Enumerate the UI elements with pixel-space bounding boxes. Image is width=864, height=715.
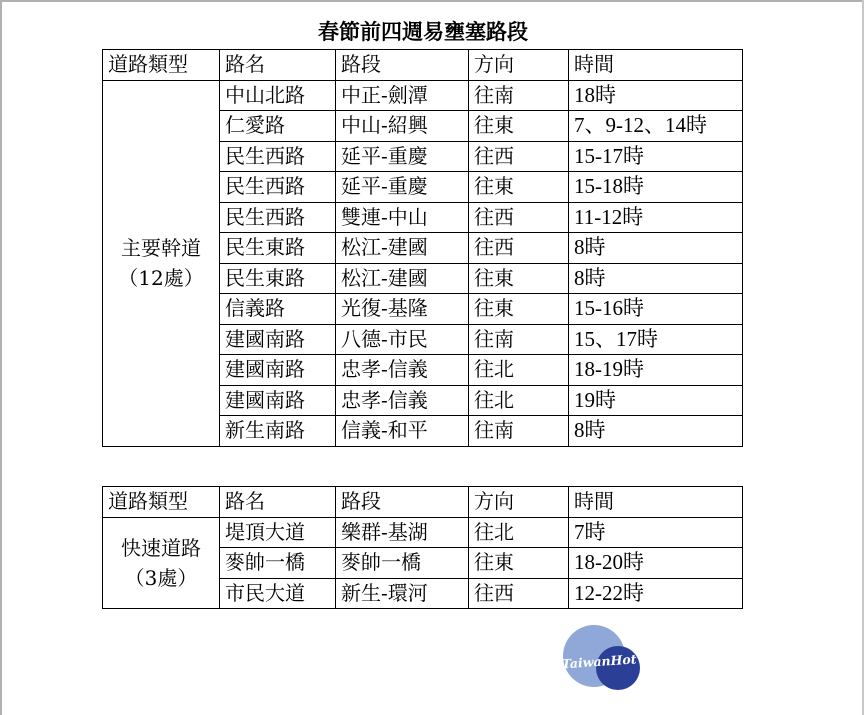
direction-cell: 往西 [469, 202, 569, 233]
express-road-table [102, 486, 743, 609]
header-time: 時間 [569, 50, 743, 81]
section-cell: 中山-紹興 [336, 111, 469, 142]
table-header-row [103, 50, 743, 81]
header-road-name: 路名 [220, 50, 336, 81]
time-cell: 11-12時 [569, 202, 743, 233]
direction-cell: 往南 [469, 324, 569, 355]
section-cell: 松江-建國 [336, 233, 469, 264]
road-type-label: 快速道路 [121, 535, 201, 560]
direction-cell: 往東 [469, 294, 569, 325]
section-cell: 延平-重慶 [336, 141, 469, 172]
direction-cell: 往東 [469, 548, 569, 579]
time-cell: 15-16時 [569, 294, 743, 325]
road-count-label: （3處） [124, 565, 198, 590]
road-type-label: 主要幹道 [121, 236, 201, 260]
time-cell: 8時 [569, 233, 743, 264]
time-cell: 7、9-12、14時 [569, 111, 743, 142]
time-cell: 15-18時 [569, 172, 743, 203]
direction-cell: 往西 [469, 233, 569, 264]
time-cell: 8時 [569, 263, 743, 294]
road-name-cell: 堤頂大道 [220, 517, 336, 548]
taiwanhot-logo [558, 622, 648, 694]
direction-cell: 往東 [469, 111, 569, 142]
header-direction: 方向 [469, 487, 569, 518]
road-name-cell: 民生西路 [220, 172, 336, 203]
road-type-cell [103, 80, 220, 446]
header-road-type: 道路類型 [103, 487, 220, 518]
road-count-label: （12處） [118, 266, 204, 290]
page-edge-left [0, 0, 2, 715]
header-section: 路段 [336, 50, 469, 81]
section-cell: 雙連-中山 [336, 202, 469, 233]
road-name-cell: 市民大道 [220, 578, 336, 609]
road-name-cell: 新生南路 [220, 416, 336, 447]
table-row [103, 517, 743, 548]
road-name-cell: 民生西路 [220, 141, 336, 172]
header-road-name: 路名 [220, 487, 336, 518]
road-name-cell: 民生西路 [220, 202, 336, 233]
direction-cell: 往南 [469, 416, 569, 447]
section-cell: 樂群-基湖 [336, 517, 469, 548]
direction-cell: 往西 [469, 141, 569, 172]
time-cell: 15、17時 [569, 324, 743, 355]
header-section: 路段 [336, 487, 469, 518]
road-name-cell: 麥帥一橋 [220, 548, 336, 579]
road-name-cell: 信義路 [220, 294, 336, 325]
header-direction: 方向 [469, 50, 569, 81]
section-cell: 新生-環河 [336, 578, 469, 609]
page-title: 春節前四週易壅塞路段 [318, 20, 528, 44]
time-cell: 12-22時 [569, 578, 743, 609]
table-row [103, 80, 743, 111]
section-cell: 中正-劍潭 [336, 80, 469, 111]
time-cell: 8時 [569, 416, 743, 447]
section-cell: 信義-和平 [336, 416, 469, 447]
time-cell: 18-20時 [569, 548, 743, 579]
section-cell: 光復-基隆 [336, 294, 469, 325]
road-name-cell: 民生東路 [220, 263, 336, 294]
time-cell: 19時 [569, 385, 743, 416]
time-cell: 7時 [569, 517, 743, 548]
road-name-cell: 建國南路 [220, 324, 336, 355]
road-name-cell: 民生東路 [220, 233, 336, 264]
road-name-cell: 仁愛路 [220, 111, 336, 142]
direction-cell: 往南 [469, 80, 569, 111]
direction-cell: 往西 [469, 578, 569, 609]
logo-text: TaiwanHot [561, 651, 637, 672]
time-cell: 18-19時 [569, 355, 743, 386]
table-header-row [103, 487, 743, 518]
section-cell: 松江-建國 [336, 263, 469, 294]
section-cell: 麥帥一橋 [336, 548, 469, 579]
header-road-type: 道路類型 [103, 50, 220, 81]
time-cell: 18時 [569, 80, 743, 111]
road-name-cell: 中山北路 [220, 80, 336, 111]
road-name-cell: 建國南路 [220, 355, 336, 386]
direction-cell: 往北 [469, 385, 569, 416]
main-road-table [102, 49, 743, 447]
time-cell: 15-17時 [569, 141, 743, 172]
road-name-cell: 建國南路 [220, 385, 336, 416]
direction-cell: 往北 [469, 517, 569, 548]
section-cell: 忠孝-信義 [336, 385, 469, 416]
direction-cell: 往東 [469, 263, 569, 294]
road-type-cell [103, 517, 220, 609]
direction-cell: 往東 [469, 172, 569, 203]
page-edge-top [0, 0, 864, 2]
direction-cell: 往北 [469, 355, 569, 386]
section-cell: 八德-市民 [336, 324, 469, 355]
section-cell: 忠孝-信義 [336, 355, 469, 386]
section-cell: 延平-重慶 [336, 172, 469, 203]
header-time: 時間 [569, 487, 743, 518]
